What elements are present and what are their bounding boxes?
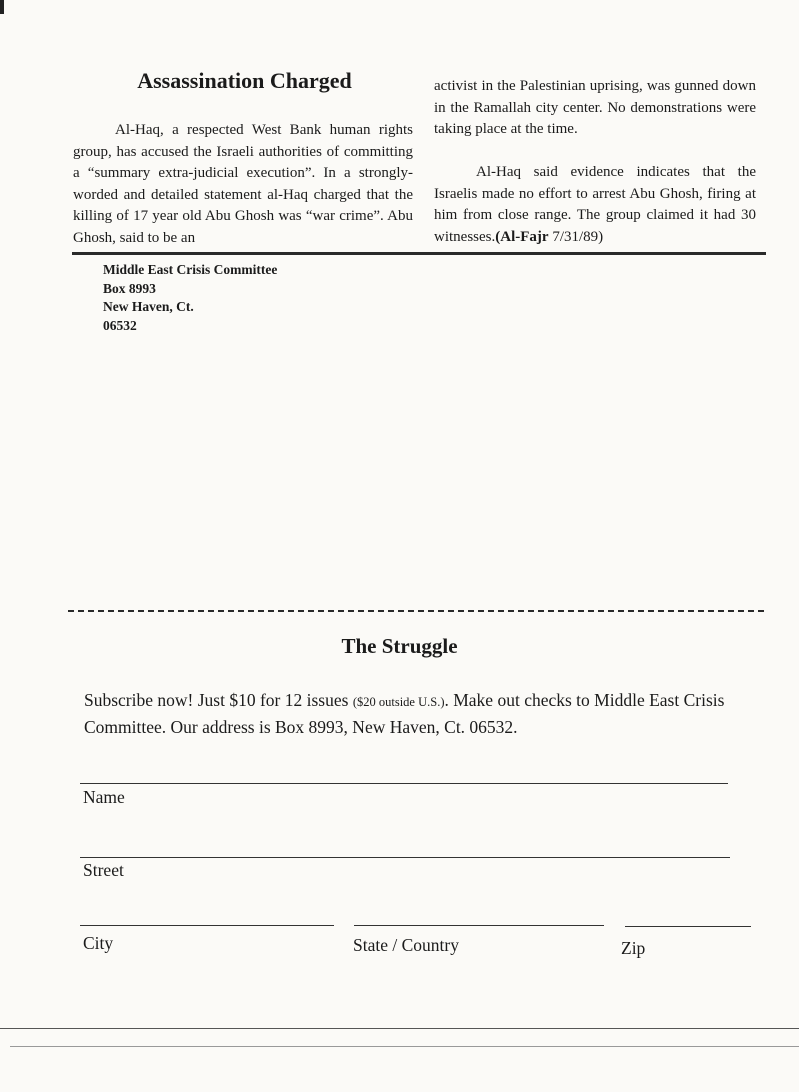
source-date: 7/31/89) (548, 228, 604, 245)
zip-field-label: Zip (621, 938, 646, 958)
source-name: (Al-Fajr (495, 228, 549, 245)
state-country-field-label: State / Country (353, 935, 459, 955)
article-paragraph: Al-Haq, a respected West Bank human rights group, has accused the Israeli authorities of committing a “summary extra-judicial execution”. In a strongly-worded and detailed statement al-Haq charged that the killing of 17 year old Abu Ghosh was “war crime”. Abu Ghosh, said to be an (73, 122, 413, 246)
subscribe-text: Subscribe now! Just $10 for 12 issues ($20 outside U.S.). Make out checks to Middle East Crisis Committee. Our address is Box 8993, New Haven, Ct. 06532. (84, 690, 725, 737)
name-field-line[interactable] (80, 783, 728, 784)
street-field-label: Street (83, 860, 124, 880)
address-box: Box 8993 (103, 280, 156, 296)
mailing-address (103, 261, 277, 335)
zip-field-line[interactable] (625, 926, 751, 927)
article-left-column (73, 120, 413, 249)
state-country-field-line[interactable] (354, 925, 604, 926)
article-right-column (434, 76, 756, 248)
section-divider (72, 252, 766, 255)
address-city: New Haven, Ct. (103, 299, 194, 314)
page-edge-line (0, 1028, 799, 1029)
city-field-label: City (83, 933, 114, 953)
address-zip: 06532 (103, 317, 137, 333)
city-field-line[interactable] (80, 925, 334, 926)
article-paragraph: Al-Haq said evidence indicates that the Israelis made no effort to arrest Abu Ghosh, firing at him from close range. The group claimed it had 30 witnesses.(Al-Fajr 7/31/89) (434, 164, 756, 245)
page-edge-line (10, 1046, 799, 1047)
form-title: The Struggle (341, 634, 458, 658)
address-org: Middle East Crisis Committee (103, 262, 278, 277)
article-title: Assassination Charged (137, 68, 352, 93)
article-paragraph: activist in the Palestinian uprising, was gunned down in the Ramallah city center. No demonstrations were taking place at the time. (434, 78, 756, 137)
cut-here-dashed-line (68, 610, 764, 612)
name-field-label: Name (83, 787, 125, 807)
scan-edge-mark (0, 0, 4, 14)
street-field-line[interactable] (80, 857, 730, 858)
